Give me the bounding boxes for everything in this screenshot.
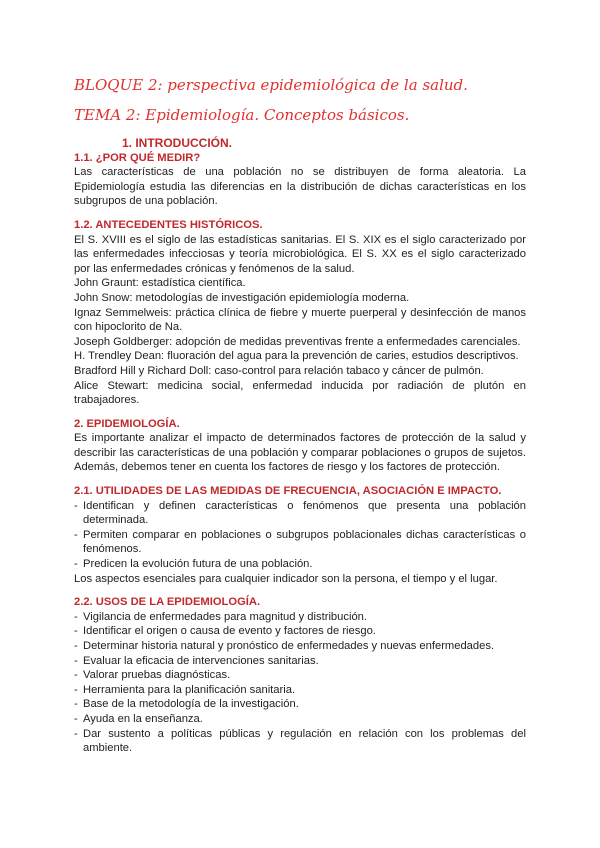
section-2-text: Es importante analizar el impacto de determinados factores de protección de la salud y describir las características de una población y comparar poblaciones o grupos de sujetos. Además, debemos tener en cuenta los factores de riesgo y los factores de protección. [74, 432, 526, 474]
section-1-1-text: Las características de una población no se distribuyen de forma aleatoria. La Epidemiología estudia las diferencias en la distribución de dichas características en los subgrupos de una población. [74, 166, 526, 208]
list-item: - Ayuda en la enseñanza. [74, 712, 526, 727]
list-item: - Predicen la evolución futura de una población. [74, 557, 526, 572]
history-item: Ignaz Semmelweis: práctica clínica de fiebre y muerte puerperal y desinfección de manos con hipoclorito de Na. [74, 306, 526, 334]
history-item: H. Trendley Dean: fluoración del agua para la prevención de caries, estudios descriptivos. [74, 350, 519, 363]
list-item: - Dar sustento a políticas públicas y regulación en relación con los problemas del ambiente. [74, 727, 526, 756]
list-item: - Identificar el origen o causa de evento y factores de riesgo. [74, 624, 526, 639]
utilities-list [74, 499, 526, 572]
bloque-title: BLOQUE 2: perspectiva epidemiológica de la salud. [74, 76, 468, 94]
list-item: - Base de la metodología de la investigación. [74, 697, 526, 712]
section-1-title: 1. INTRODUCCIÓN. [122, 136, 233, 150]
history-item: Bradford Hill y Richard Doll: caso-control para relación tabaco y cáncer de pulmón. [74, 364, 484, 377]
section-2-title: 2. EPIDEMIOLOGÍA. [74, 417, 180, 430]
list-item: - Determinar historia natural y pronóstico de enfermedades y nuevas enfermedades. [74, 639, 526, 654]
history-item: John Snow: metodologías de investigación epidemiología moderna. [74, 291, 410, 304]
list-item: - Permiten comparar en poblaciones o subgrupos poblacionales dichas características o fenómenos. [74, 528, 526, 557]
list-item: - Identifican y definen características o fenómenos que presenta una población determinada. [74, 499, 526, 528]
tema-title: TEMA 2: Epidemiología. Conceptos básicos. [74, 106, 410, 124]
uses-list [74, 610, 526, 756]
section-1-2-text: El S. XVIII es el siglo de las estadísticas sanitarias. El S. XIX es el siglo caracterizado por las enfermedades infecciosas y teoría microbiológica. El S. XX es el siglo caracterizado por las enfermedades crónicas y fenómenos de la salud. [74, 233, 526, 275]
history-item: John Graunt: estadística científica. [74, 277, 246, 290]
history-item: Joseph Goldberger: adopción de medidas preventivas frente a enfermedades carenciales. [74, 335, 521, 348]
section-1-1-title: 1.1. ¿POR QUÉ MEDIR? [74, 151, 201, 164]
document-body [74, 136, 526, 756]
list-item: - Valorar pruebas diagnósticas. [74, 668, 526, 683]
section-2-1-title: 2.1. UTILIDADES DE LAS MEDIDAS DE FRECUENCIA, ASOCIACIÓN E IMPACTO. [74, 485, 502, 498]
list-item: - Evaluar la eficacia de intervenciones sanitarias. [74, 654, 526, 669]
list-item: - Herramienta para la planificación sanitaria. [74, 683, 526, 698]
section-2-1-note: Los aspectos esenciales para cualquier indicador son la persona, el tiempo y el lugar. [74, 572, 498, 585]
section-1-2-title: 1.2. ANTECEDENTES HISTÓRICOS. [74, 218, 263, 231]
list-item: - Vigilancia de enfermedades para magnitud y distribución. [74, 610, 526, 625]
section-2-2-title: 2.2. USOS DE LA EPIDEMIOLOGÍA. [74, 596, 261, 609]
history-item: Alice Stewart: medicina social, enfermedad inducida por radiación de plutón en trabajadores. [74, 379, 526, 407]
